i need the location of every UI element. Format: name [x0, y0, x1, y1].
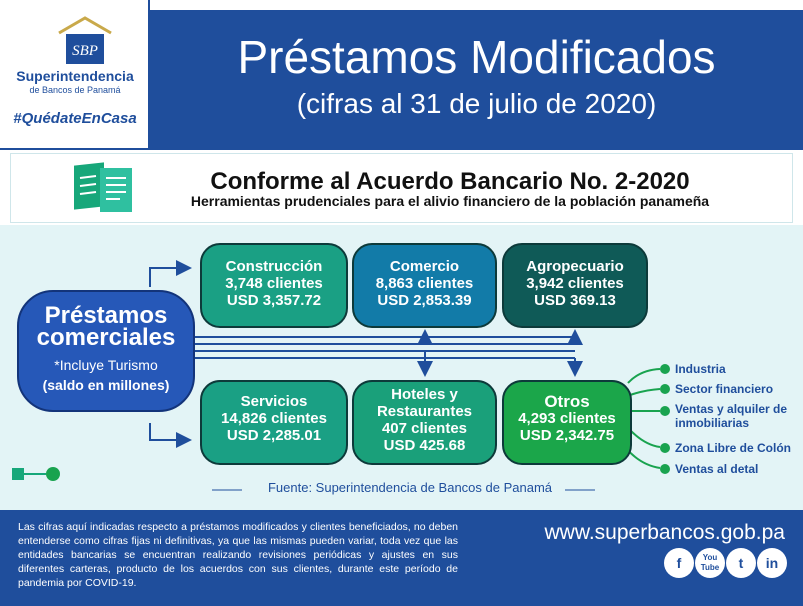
logo-name: Superintendencia [16, 68, 134, 84]
otros-item-inmobiliarias: inmobiliarias [675, 416, 750, 430]
sector-clients: 3,748 clientes [225, 275, 323, 292]
sector-text-servicios [200, 393, 348, 444]
turismo-note: *Incluye Turismo [54, 357, 158, 373]
sector-amount: USD 2,853.39 [377, 292, 472, 309]
sector-clients: 3,942 clientes [526, 275, 624, 292]
prestamos-comerciales-title: Préstamos comerciales [36, 302, 176, 351]
document-icon [70, 160, 140, 216]
arrow-servicios [150, 423, 188, 440]
page-subtitle: (cifras al 31 de julio de 2020) [296, 88, 657, 119]
sector-amount: USD 2,285.01 [226, 427, 322, 444]
decor-square [12, 468, 24, 480]
facebook-icon[interactable]: f [664, 548, 694, 578]
sector-amount: USD 2,342.75 [519, 427, 615, 444]
otros-item-ventas-alquiler: Ventas y alquiler de [675, 402, 788, 416]
hashtag: #QuédateEnCasa [13, 110, 137, 127]
website-link[interactable]: www.superbancos.gob.pa [544, 521, 785, 544]
arrow-construccion [150, 268, 188, 287]
agreement-subtitle: Herramientas prudenciales para el alivio financiero de la población panameña [190, 193, 710, 209]
bullet-dot [660, 384, 670, 394]
decor-line [24, 473, 46, 475]
otros-item-sector-financiero: Sector financiero [675, 382, 774, 396]
sector-clients: 4,293 clientes [518, 410, 616, 427]
sector-amount: USD 425.68 [383, 437, 466, 454]
decor-dot [46, 467, 60, 481]
otros-item-industria: Industria [675, 362, 726, 376]
source-note: Fuente: Superintendencia de Bancos de Panamá [267, 480, 553, 495]
sector-amount: USD 369.13 [534, 292, 616, 309]
otros-item-zona-libre: Zona Libre de Colón [675, 441, 791, 455]
disclaimer: Las cifras aquí indicadas respecto a préstamos modificados y clientes beneficiados, no deben entenderse como cifras fijas ni definitivas, ya que las mismas pueden variar, toda vez que las entidades bancarias se encuentran realizando revisiones periódicas y ajustes en sus diferentes carteras, producto de los acuerdos con sus clientes, durante este período de pandemia por COVID-19. [18, 521, 458, 589]
sector-clients: 407 clientes [381, 420, 468, 437]
linkedin-icon[interactable]: in [757, 548, 787, 578]
bullet-dot [660, 443, 670, 453]
sector-text-construccion [200, 258, 348, 309]
source-dash-right [565, 488, 595, 492]
twitter-icon[interactable]: t [726, 548, 756, 578]
sector-name-2: Restaurantes [376, 403, 473, 420]
otros-item-ventas-detal: Ventas al detal [675, 462, 759, 476]
unit-note: (saldo en millones) [42, 377, 170, 393]
sector-amount: USD 3,357.72 [226, 292, 322, 309]
logo-initials: SBP [72, 43, 98, 59]
sector-name: Servicios [240, 393, 308, 410]
youtube-icon[interactable]: You Tube [695, 548, 725, 578]
sector-text-otros [502, 393, 632, 444]
sector-name: Hoteles y [391, 386, 458, 403]
bullet-dot [660, 464, 670, 474]
bullet-dot [660, 406, 670, 416]
sector-text-comercio [352, 258, 497, 309]
agreement-title: Conforme al Acuerdo Bancario No. 2-2020 [210, 168, 690, 195]
sector-text-agropecuario [502, 258, 648, 309]
sector-name: Construcción [225, 258, 323, 275]
sector-clients: 14,826 clientes [221, 410, 327, 427]
sector-clients: 8,863 clientes [375, 275, 474, 292]
bullet-dot [660, 364, 670, 374]
sector-text-hoteles [352, 386, 497, 454]
house-logo-icon [56, 16, 114, 66]
sector-name: Agropecuario [526, 258, 624, 275]
sector-name: Comercio [389, 258, 460, 275]
page-title: Préstamos Modificados [237, 31, 716, 83]
sector-name: Otros [544, 392, 590, 411]
logo-subname: de Bancos de Panamá [29, 85, 121, 95]
